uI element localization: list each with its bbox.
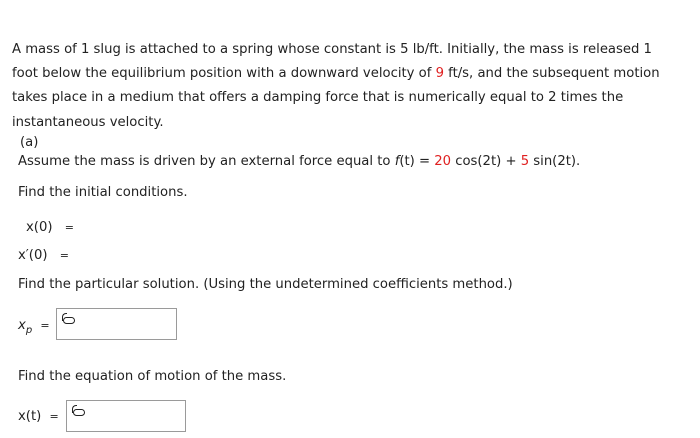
force-term-1: cos(2t) +	[451, 154, 521, 169]
force-coef-1: 20	[434, 154, 452, 169]
x0-row	[26, 220, 74, 235]
motion-heading: Find the equation of motion of the mass.	[18, 369, 287, 384]
equation-of-motion-input[interactable]	[66, 400, 186, 432]
xt-equals: =	[49, 410, 59, 423]
force-term-2: sin(2t).	[529, 154, 581, 169]
force-arg: (t)	[399, 154, 415, 169]
xp0-equals: =	[59, 249, 69, 262]
xp-subscript: p	[25, 325, 33, 336]
x0-label: x(0)	[26, 220, 53, 235]
force-coef-2: 5	[520, 154, 530, 169]
velocity-value: 9	[435, 66, 444, 82]
problem-text-1: A mass of 1 slug is attached to a spring whose constant is 5 lb/ft. Initially, the mass is released 1 foot below the equilibrium position with a downward velocity of	[12, 42, 652, 82]
xp-equals: =	[40, 319, 50, 332]
xt-label-row	[18, 409, 59, 424]
math-editor-icon[interactable]	[63, 317, 75, 324]
xp-label-row	[18, 318, 50, 336]
problem-text-2: ft/s, and the subsequent motion takes place in a medium that offers a damping force that is numerically equal to 2 times the instantaneous velocity.	[12, 66, 660, 130]
xp-var: x	[18, 318, 26, 333]
particular-heading: Find the particular solution. (Using the undetermined coefficients method.)	[18, 277, 513, 292]
force-function: f	[394, 154, 400, 169]
part-a-label: (a)	[20, 135, 39, 150]
force-prefix: Assume the mass is driven by an external force equal to	[18, 154, 395, 169]
problem-statement	[12, 38, 682, 135]
initial-conditions-heading: Find the initial conditions.	[18, 185, 188, 200]
particular-solution-input[interactable]	[56, 308, 177, 340]
math-editor-icon[interactable]	[73, 409, 85, 416]
xp0-label: x′(0)	[18, 248, 48, 263]
external-force-statement	[18, 154, 580, 169]
xt-label: x(t)	[18, 409, 42, 424]
x0-equals: =	[64, 221, 74, 234]
force-equals: =	[414, 154, 435, 169]
xp0-row	[18, 248, 69, 263]
